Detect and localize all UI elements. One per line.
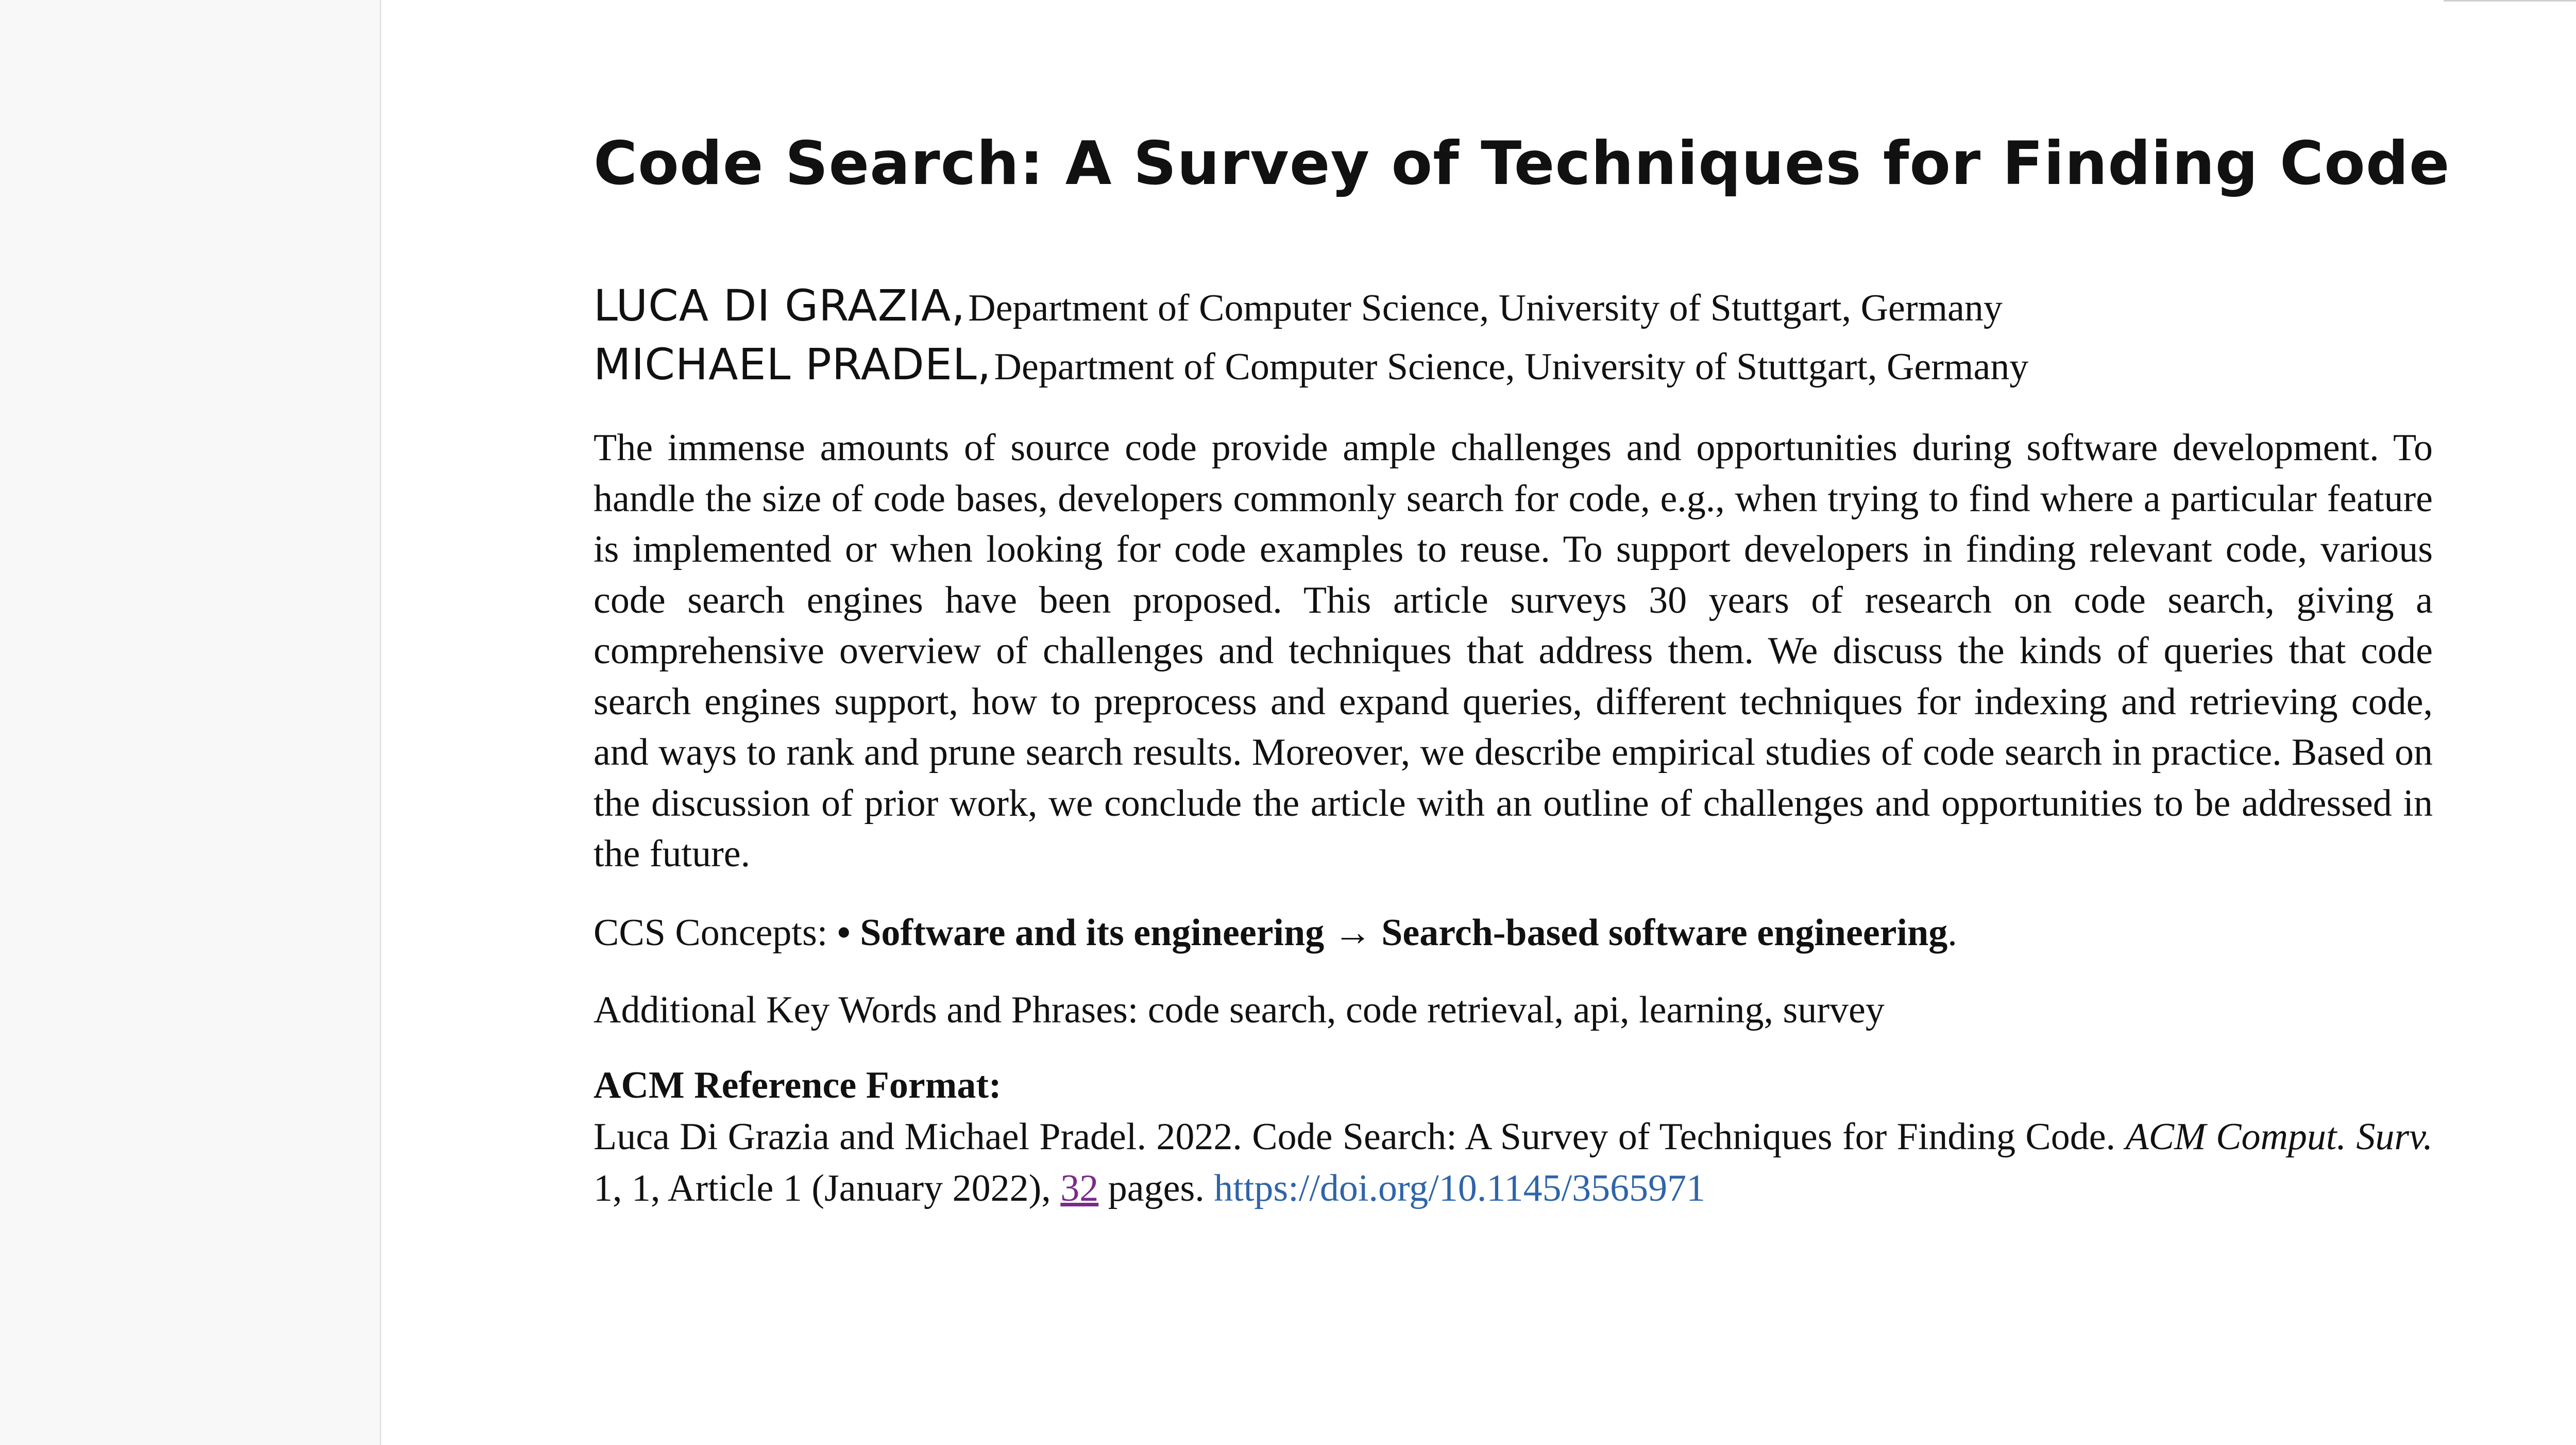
pages-link[interactable]: 32	[1060, 1167, 1099, 1209]
keywords	[594, 984, 2433, 1036]
abstract-text: The immense amounts of source code provide ample challenges and opportunities during software development. To handle the size of code bases, developers commonly search for code, e.g., when trying to find where a particular feature is implemented or when looking for code examples to reuse. To support developers in finding relevant code, various code search engines have been proposed. This article surveys 30 years of research on code search, giving a comprehensive overview of challenges and techniques that address them. We discuss the kinds of queries that code search engines support, how to preprocess and expand queries, different techniques for indexing and retrieving code, and ways to rank and prune search results. Moreover, we describe empirical studies of code search in practice. Based on the discussion of prior work, we conclude the article with an outline of challenges and opportunities to be addressed in the future.	[594, 427, 2433, 875]
doi-link[interactable]: https://doi.org/10.1145/3565971	[1214, 1167, 1706, 1209]
author-list	[594, 276, 2433, 394]
author-entry	[594, 335, 2433, 394]
ccs-bullet: •	[837, 912, 851, 954]
reference-heading: ACM Reference Format:	[594, 1064, 1002, 1106]
ccs-label: CCS Concepts:	[594, 912, 828, 954]
reference-journal: ACM Comput. Surv.	[2125, 1116, 2433, 1158]
author-entry	[594, 276, 2433, 335]
keywords-label: Additional Key Words and Phrases:	[594, 989, 1139, 1031]
ccs-period: .	[1947, 912, 1957, 954]
reference-citation: Luca Di Grazia and Michael Pradel. 2022. Code Search: A Survey of Techniques for Finding Code.	[594, 1116, 2116, 1158]
ccs-concepts	[594, 907, 2433, 959]
ccs-subconcept: Search-based software engineering	[1381, 912, 1948, 954]
author-affiliation: Department of Computer Science, University of Stuttgart, Germany	[968, 287, 2003, 329]
author-name: LUCA DI GRAZIA,	[594, 280, 966, 331]
keywords-text: code search, code retrieval, api, learning, survey	[1147, 989, 1885, 1031]
pages-label: pages.	[1108, 1167, 1205, 1209]
ccs-concept: Software and its engineering	[860, 912, 1325, 954]
page-edge-tab	[2444, 0, 2576, 2]
paper-title: Code Search: A Survey of Techniques for Finding Code	[594, 129, 2450, 198]
reference-volume: 1, 1, Article 1 (January 2022),	[594, 1167, 1051, 1209]
author-name: MICHAEL PRADEL,	[594, 339, 992, 390]
reference-text	[594, 1111, 2433, 1214]
ccs-arrow: →	[1333, 912, 1372, 954]
author-affiliation: Department of Computer Science, University of Stuttgart, Germany	[994, 346, 2029, 388]
